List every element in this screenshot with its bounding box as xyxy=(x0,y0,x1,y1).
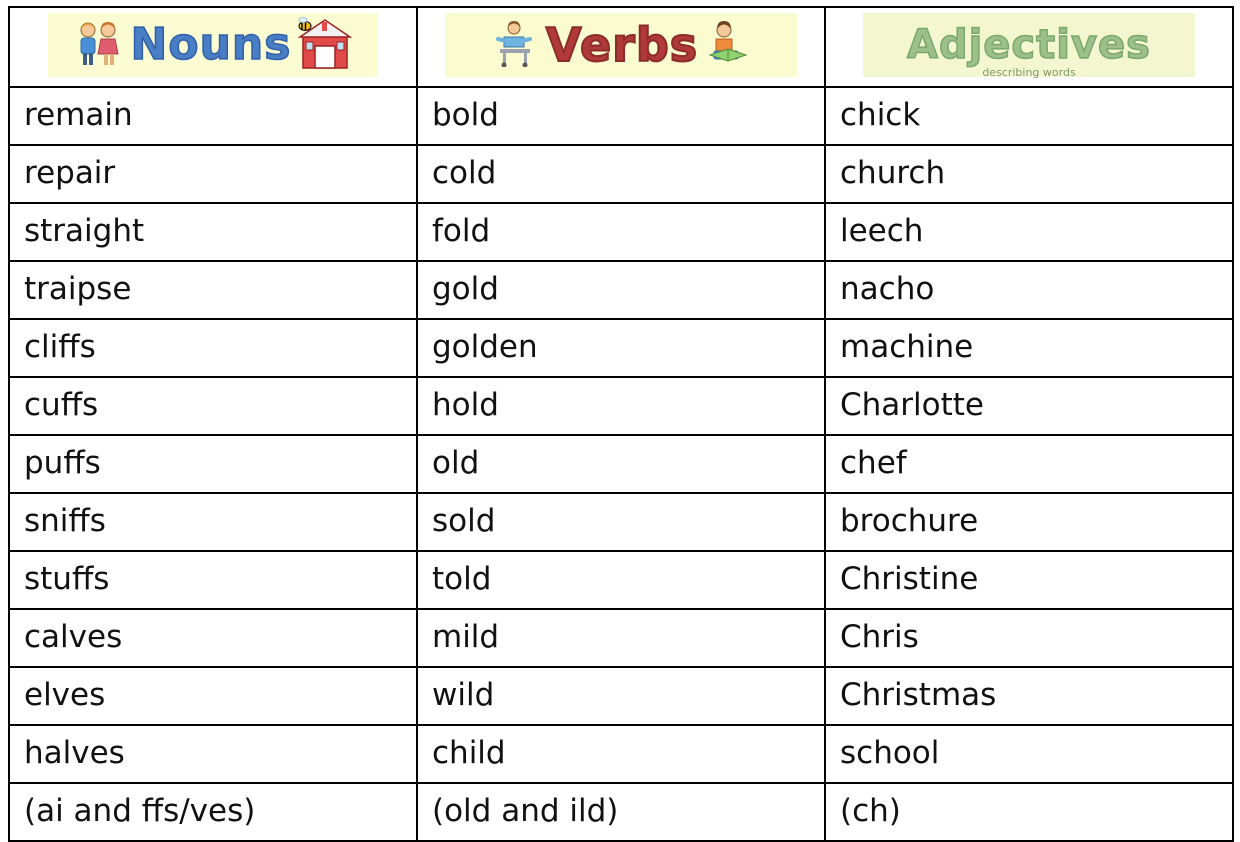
table-row xyxy=(9,319,1233,377)
word-cell xyxy=(9,377,417,435)
pattern-text: (old and ild) xyxy=(432,792,619,829)
table-row-pattern xyxy=(9,783,1233,841)
word-cell xyxy=(825,609,1233,667)
header-cell-nouns xyxy=(9,7,417,87)
children-icon xyxy=(73,17,125,73)
word-text: chef xyxy=(840,444,907,481)
word-cell xyxy=(9,609,417,667)
word-cell xyxy=(417,493,825,551)
table-row xyxy=(9,493,1233,551)
word-cell xyxy=(9,261,417,319)
header-cell-verbs xyxy=(417,7,825,87)
word-text: straight xyxy=(24,212,145,249)
table-row xyxy=(9,667,1233,725)
word-cell xyxy=(9,203,417,261)
verbs-header-label: Verbs xyxy=(545,18,699,72)
table-header-row xyxy=(9,7,1233,87)
word-text: sniffs xyxy=(24,502,106,539)
word-text: elves xyxy=(24,676,106,713)
word-text: stuffs xyxy=(24,560,110,597)
pattern-text: (ch) xyxy=(840,792,901,829)
word-text: machine xyxy=(840,328,974,365)
word-text: cuffs xyxy=(24,386,99,423)
table-row xyxy=(9,609,1233,667)
adjectives-header-subtitle: describing words xyxy=(982,66,1076,79)
word-text: mild xyxy=(432,618,500,655)
word-text: hold xyxy=(432,386,499,423)
word-cell xyxy=(417,319,825,377)
word-text: Chris xyxy=(840,618,919,655)
word-cell xyxy=(417,261,825,319)
word-cell xyxy=(9,145,417,203)
word-text: leech xyxy=(840,212,924,249)
word-text: Christine xyxy=(840,560,979,597)
word-text: repair xyxy=(24,154,116,191)
verbs-banner xyxy=(418,8,824,82)
word-cell xyxy=(825,87,1233,145)
table-row xyxy=(9,87,1233,145)
word-text: calves xyxy=(24,618,123,655)
word-text: child xyxy=(432,734,506,771)
word-cell xyxy=(825,261,1233,319)
word-text: brochure xyxy=(840,502,979,539)
word-text: school xyxy=(840,734,940,771)
person-on-chair-icon xyxy=(490,19,540,71)
word-text: gold xyxy=(432,270,499,307)
word-cell xyxy=(417,551,825,609)
word-text: bold xyxy=(432,96,499,133)
word-cell xyxy=(9,551,417,609)
word-cell xyxy=(417,667,825,725)
word-cell xyxy=(417,783,825,841)
word-cell xyxy=(825,783,1233,841)
word-text: nacho xyxy=(840,270,935,307)
word-text: halves xyxy=(24,734,125,771)
word-cell xyxy=(825,435,1233,493)
adjectives-banner xyxy=(826,8,1232,82)
word-cell xyxy=(825,551,1233,609)
word-text: golden xyxy=(432,328,538,365)
word-cell xyxy=(417,203,825,261)
word-cell xyxy=(417,145,825,203)
word-text: cold xyxy=(432,154,497,191)
word-cell xyxy=(825,319,1233,377)
word-text: cliffs xyxy=(24,328,96,365)
pattern-text: (ai and ffs/ves) xyxy=(24,792,256,829)
word-text: Charlotte xyxy=(840,386,984,423)
word-sort-table xyxy=(8,6,1234,842)
word-cell xyxy=(417,435,825,493)
word-cell xyxy=(825,667,1233,725)
word-cell xyxy=(825,145,1233,203)
word-cell xyxy=(9,435,417,493)
word-cell xyxy=(9,319,417,377)
nouns-banner xyxy=(10,8,416,82)
word-cell xyxy=(9,725,417,783)
word-text: chick xyxy=(840,96,921,133)
child-reading-icon xyxy=(704,19,752,71)
table-row xyxy=(9,551,1233,609)
word-cell xyxy=(417,377,825,435)
word-cell xyxy=(9,493,417,551)
word-cell xyxy=(9,783,417,841)
word-cell xyxy=(825,493,1233,551)
word-text: Christmas xyxy=(840,676,997,713)
word-cell xyxy=(9,87,417,145)
word-cell xyxy=(417,87,825,145)
word-cell xyxy=(825,377,1233,435)
word-cell xyxy=(9,667,417,725)
table-row xyxy=(9,377,1233,435)
bee-icon xyxy=(294,15,314,37)
table-row xyxy=(9,725,1233,783)
header-cell-adjectives xyxy=(825,7,1233,87)
word-text: church xyxy=(840,154,946,191)
word-text: traipse xyxy=(24,270,132,307)
word-text: remain xyxy=(24,96,133,133)
table-row xyxy=(9,435,1233,493)
word-cell xyxy=(825,725,1233,783)
table-row xyxy=(9,145,1233,203)
word-text: old xyxy=(432,444,480,481)
word-cell xyxy=(417,725,825,783)
word-text: told xyxy=(432,560,492,597)
word-text: wild xyxy=(432,676,495,713)
word-text: puffs xyxy=(24,444,101,481)
word-text: fold xyxy=(432,212,491,249)
table-row xyxy=(9,261,1233,319)
nouns-header-label: Nouns xyxy=(130,19,292,70)
word-text: sold xyxy=(432,502,496,539)
word-cell xyxy=(417,609,825,667)
word-cell xyxy=(825,203,1233,261)
adjectives-header-label: Adjectives xyxy=(907,22,1151,68)
table-row xyxy=(9,203,1233,261)
